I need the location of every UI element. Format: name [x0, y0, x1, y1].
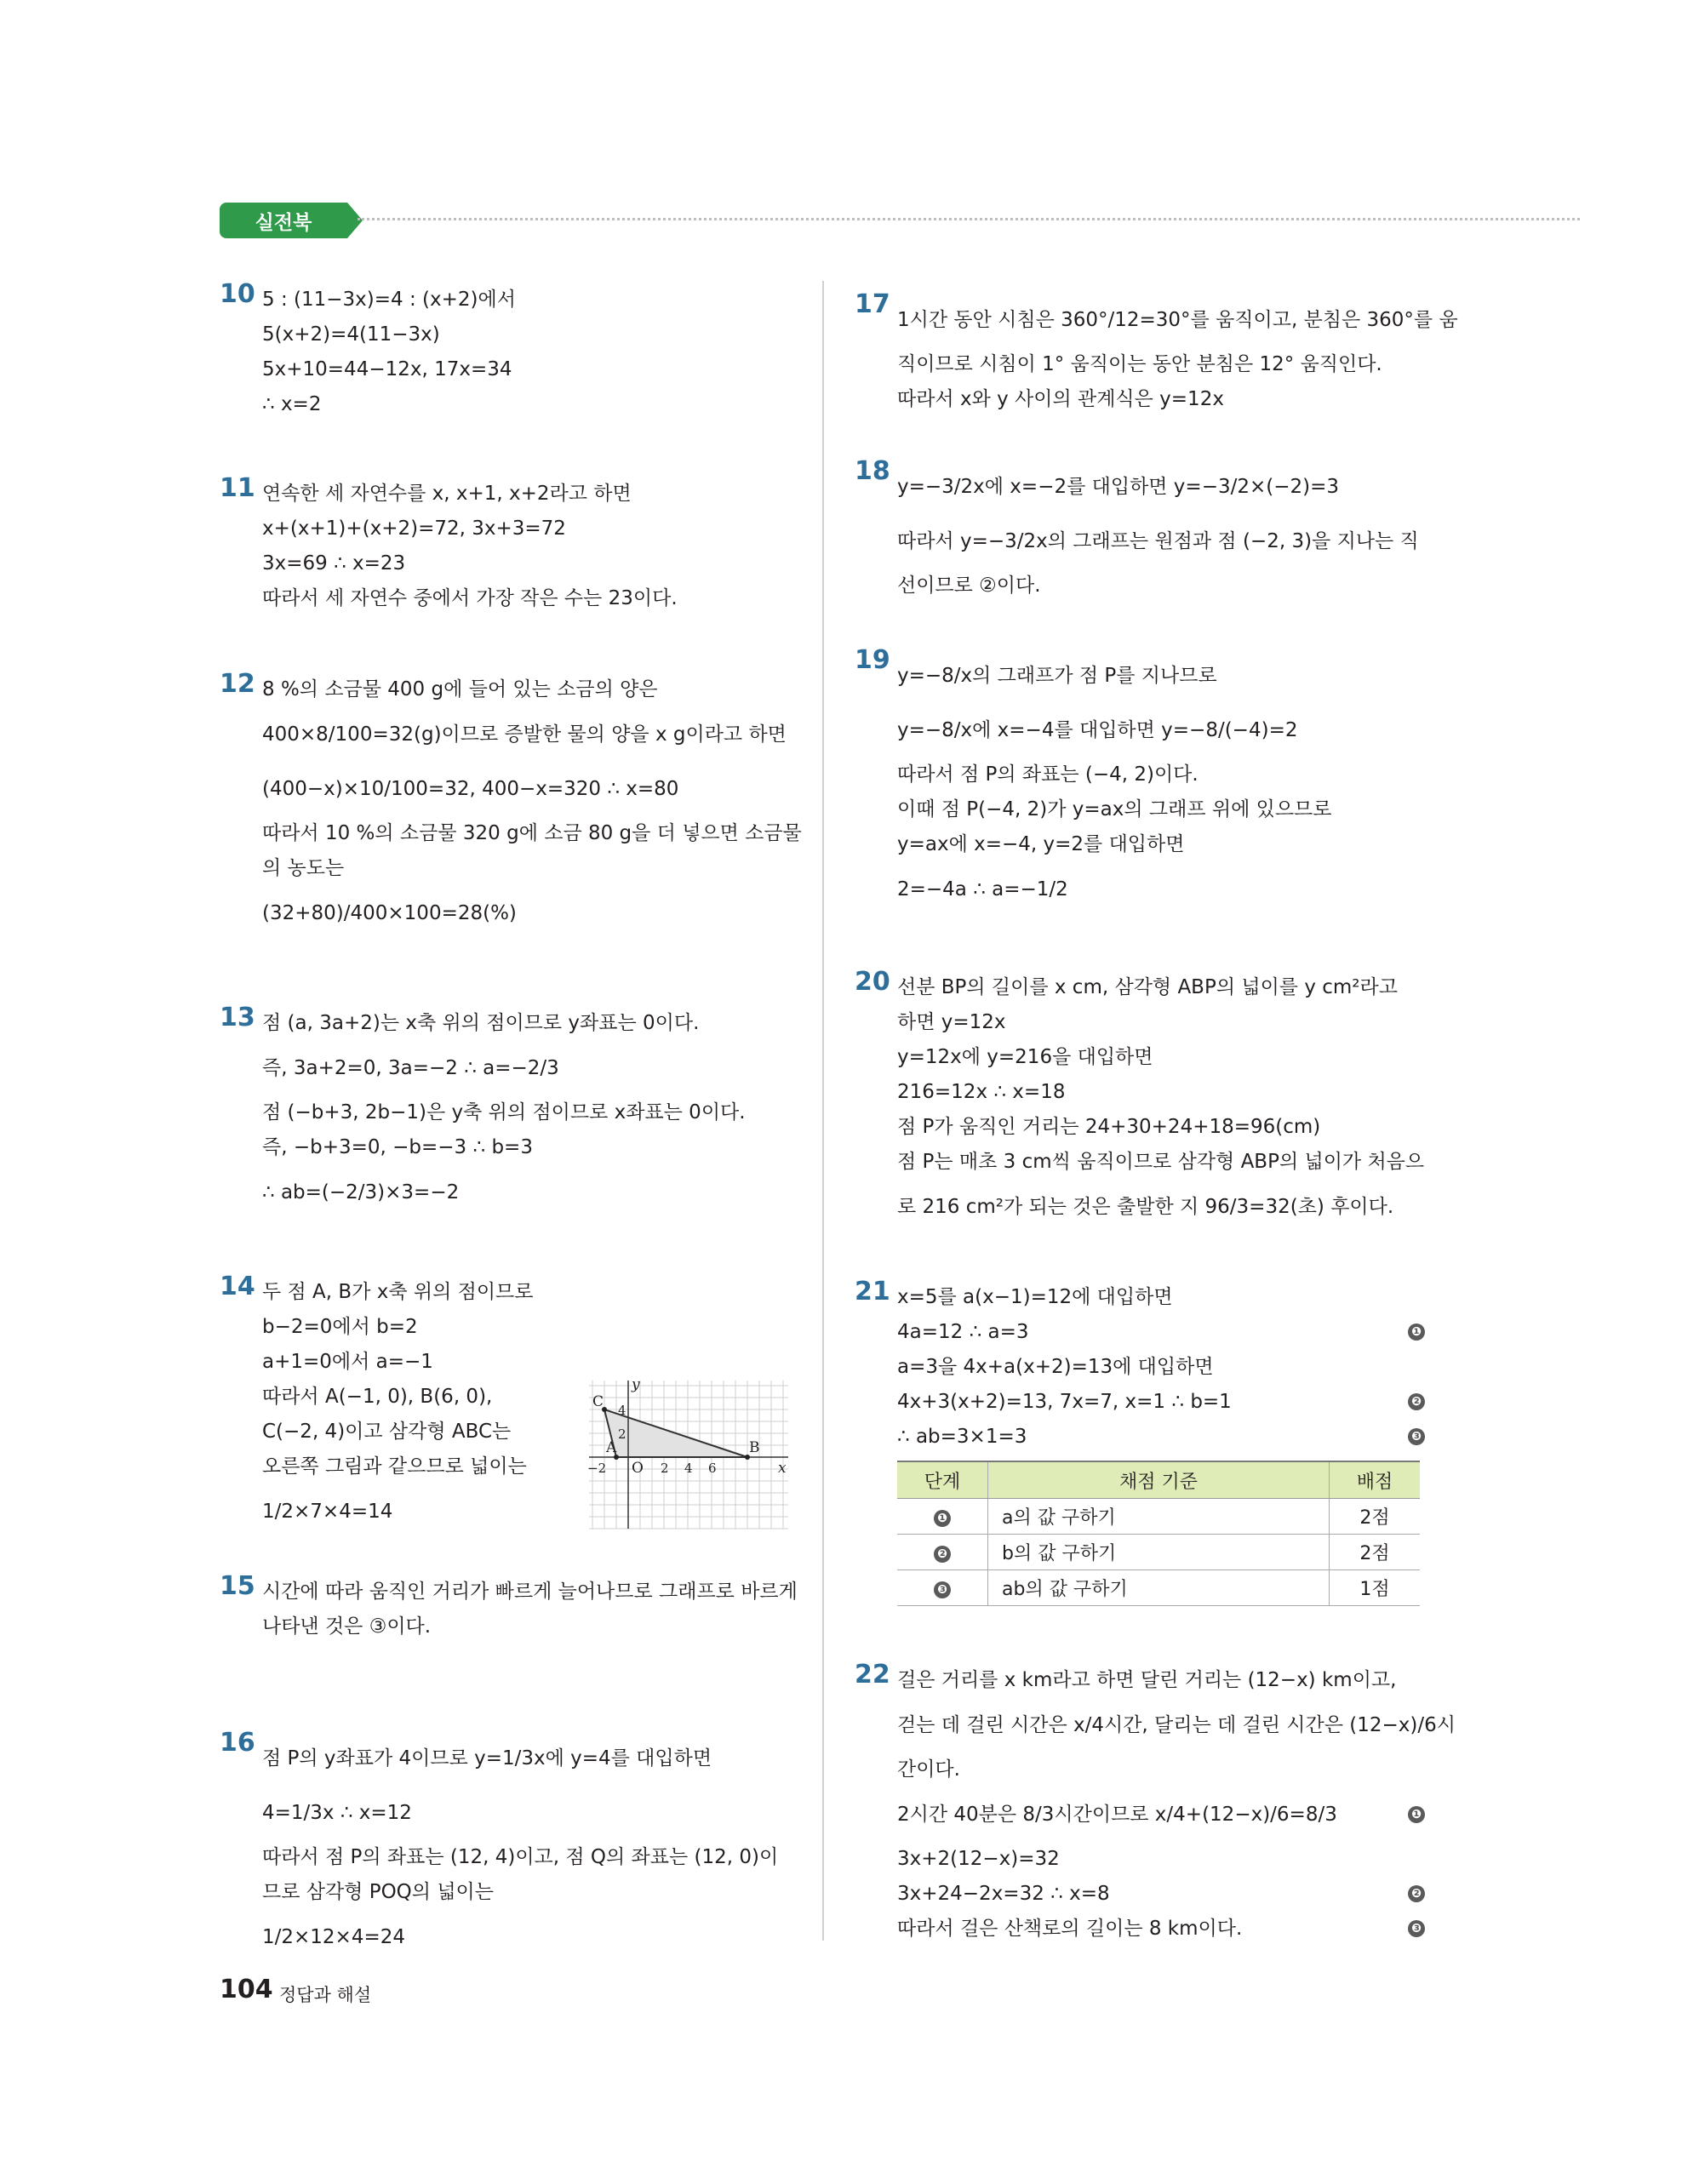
solution-line: 점 P가 움직인 거리는 24+30+24+18=96(cm)	[897, 1116, 1321, 1138]
solution-line: x=5를 a(x−1)=12에 대입하면	[897, 1286, 1173, 1308]
solution-line: 므로 삼각형 POQ의 넓이는	[262, 1881, 494, 1903]
solution-line: ∴ x=2	[262, 393, 322, 415]
solution-line: (32+80)/400×100=28(%)	[262, 902, 517, 924]
solution-line: a=3을 4x+a(x+2)=13에 대입하면	[897, 1356, 1214, 1378]
solution-line: 400×8/100=32(g)이므로 증발한 물의 양을 x g이라고 하면	[262, 723, 787, 746]
problem-number: 10	[220, 279, 255, 309]
solution-line: 2=−4a ∴ a=−1/2	[897, 878, 1068, 900]
solution-line: y=ax에 x=−4, y=2를 대입하면	[897, 833, 1185, 855]
solution-line: 따라서 A(−1, 0), B(6, 0),	[262, 1386, 493, 1408]
solution-line: 4a=12 ∴ a=3	[897, 1321, 1029, 1343]
problem-number: 16	[220, 1728, 255, 1758]
solution-line: 오른쪽 그림과 같으므로 넓이는	[262, 1455, 527, 1478]
problem-number: 13	[220, 1003, 255, 1032]
solution-line: 점 (−b+3, 2b−1)은 y축 위의 점이므로 x좌표는 0이다.	[262, 1101, 746, 1123]
problem-number: 15	[220, 1571, 255, 1601]
solution-line: 2시간 40분은 8/3시간이므로 x/4+(12−x)/6=8/3	[897, 1804, 1337, 1826]
header-points: 배점	[1330, 1461, 1421, 1499]
points-cell: 1점	[1330, 1570, 1421, 1606]
solution-line: 간이다.	[897, 1758, 960, 1781]
tick-y-2: 2	[618, 1426, 626, 1442]
solution-line: 5(x+2)=4(11−3x)	[262, 323, 440, 346]
solution-line: 따라서 x와 y 사이의 관계식은 y=12x	[897, 388, 1224, 410]
solution-line: 따라서 10 %의 소금물 320 g에 소금 80 g을 더 넣으면 소금물	[262, 822, 802, 844]
solution-line: 4x+3(x+2)=13, 7x=7, x=1 ∴ b=1	[897, 1391, 1232, 1413]
solution-line: 시간에 따라 움직인 거리가 빠르게 늘어나므로 그래프로 바르게	[262, 1581, 798, 1603]
solution-line: 의 농도는	[262, 857, 345, 879]
tick-y-4: 4	[618, 1403, 626, 1418]
label-o: O	[632, 1460, 644, 1477]
solution-line: 하면 y=12x	[897, 1011, 1006, 1033]
scoring-table	[897, 1461, 1420, 1606]
solution-line: 선이므로 ②이다.	[897, 575, 1041, 597]
section-tag	[220, 203, 347, 238]
solution-line: 즉, 3a+2=0, 3a=−2 ∴ a=−2/3	[262, 1057, 559, 1079]
solution-line: y=12x에 y=216을 대입하면	[897, 1046, 1153, 1068]
step-3-marker: ❸	[1408, 1428, 1425, 1445]
label-b: B	[749, 1439, 760, 1456]
solution-line: 4=1/3x ∴ x=12	[262, 1802, 412, 1824]
solution-line: 따라서 점 P의 좌표는 (−4, 2)이다.	[897, 763, 1199, 786]
solution-line: x+(x+1)+(x+2)=72, 3x+3=72	[262, 517, 566, 540]
problem-number: 12	[220, 669, 255, 699]
solution-line: 1/2×7×4=14	[262, 1501, 393, 1523]
problem-number: 17	[855, 289, 890, 319]
triangle-abc-graph	[587, 1379, 792, 1530]
table-header-row	[897, 1461, 1420, 1499]
solution-line: 1시간 동안 시침은 360°/12=30°를 움직이고, 분침은 360°를 움	[897, 309, 1458, 331]
problem-number: 22	[855, 1660, 890, 1689]
header-step: 단계	[897, 1461, 988, 1499]
solution-line: 8 %의 소금물 400 g에 들어 있는 소금의 양은	[262, 678, 658, 700]
table-row	[897, 1535, 1420, 1570]
x-axis-label: x	[778, 1460, 787, 1477]
solution-line: 선분 BP의 길이를 x cm, 삼각형 ABP의 넓이를 y cm²라고	[897, 976, 1398, 998]
problem-number: 18	[855, 456, 890, 486]
solution-line: 걷는 데 걸린 시간은 x/4시간, 달리는 데 걸린 시간은 (12−x)/6시	[897, 1714, 1456, 1736]
solution-line: ∴ ab=3×1=3	[897, 1426, 1027, 1448]
step-1-marker: ❶	[1408, 1324, 1425, 1341]
solution-line: a+1=0에서 a=−1	[262, 1351, 433, 1373]
section-tag-label: 실전북	[255, 211, 312, 234]
solution-line: C(−2, 4)이고 삼각형 ABC는	[262, 1421, 512, 1443]
problem-number: 14	[220, 1272, 255, 1301]
solution-line: 3x+2(12−x)=32	[897, 1848, 1060, 1870]
step-2-marker: ❷	[1408, 1885, 1425, 1902]
tick-x-2: 2	[661, 1461, 669, 1476]
table-row	[897, 1499, 1420, 1535]
solution-line: 5 : (11−3x)=4 : (x+2)에서	[262, 289, 516, 311]
points-cell: 2점	[1330, 1499, 1421, 1535]
solution-line: 나타낸 것은 ③이다.	[262, 1615, 432, 1638]
solution-line: b−2=0에서 b=2	[262, 1316, 418, 1338]
solution-line: 점 P의 y좌표가 4이므로 y=1/3x에 y=4를 대입하면	[262, 1747, 712, 1769]
solution-line: 따라서 걸은 산책로의 길이는 8 km이다.	[897, 1918, 1243, 1940]
solution-line: 1/2×12×4=24	[262, 1926, 405, 1948]
solution-line: ∴ ab=(−2/3)×3=−2	[262, 1181, 460, 1203]
points-cell: 2점	[1330, 1535, 1421, 1570]
solution-line: 3x=69 ∴ x=23	[262, 552, 406, 575]
solution-line: 로 216 cm²가 되는 것은 출발한 지 96/3=32(초) 후이다.	[897, 1196, 1394, 1218]
solution-line: 직이므로 시침이 1° 움직이는 동안 분침은 12° 움직인다.	[897, 353, 1382, 375]
solution-line: 두 점 A, B가 x축 위의 점이므로	[262, 1281, 534, 1303]
label-c: C	[592, 1393, 604, 1410]
step-marker: ❶	[934, 1510, 951, 1527]
tick-x-4: 4	[684, 1461, 693, 1476]
criteria-cell: ab의 값 구하기	[988, 1570, 1330, 1606]
page-number: 104	[220, 1975, 273, 2004]
solution-line: 연속한 세 자연수를 x, x+1, x+2라고 하면	[262, 483, 632, 505]
solution-line: 3x+24−2x=32 ∴ x=8	[897, 1883, 1110, 1905]
criteria-cell: b의 값 구하기	[988, 1535, 1330, 1570]
column-divider	[822, 281, 824, 1941]
criteria-cell: a의 값 구하기	[988, 1499, 1330, 1535]
solution-line: y=−8/x의 그래프가 점 P를 지나므로	[897, 665, 1217, 687]
step-2-marker: ❷	[1408, 1393, 1425, 1410]
solution-line: 점 P는 매초 3 cm씩 움직이므로 삼각형 ABP의 넓이가 처음으	[897, 1151, 1425, 1173]
solution-line: y=−3/2x에 x=−2를 대입하면 y=−3/2×(−2)=3	[897, 476, 1340, 498]
solution-line: 점 (a, 3a+2)는 x축 위의 점이므로 y좌표는 0이다.	[262, 1012, 700, 1034]
step-marker: ❸	[934, 1581, 951, 1598]
solution-line: 이때 점 P(−4, 2)가 y=ax의 그래프 위에 있으므로	[897, 798, 1332, 820]
header-dotted-line	[358, 218, 1580, 220]
step-1-marker: ❶	[1408, 1806, 1425, 1823]
solution-line: 216=12x ∴ x=18	[897, 1081, 1066, 1103]
header-criteria: 채점 기준	[988, 1461, 1330, 1499]
tick-x-6: 6	[708, 1461, 717, 1476]
step-3-marker: ❸	[1408, 1920, 1425, 1937]
y-axis-label: y	[632, 1379, 640, 1393]
problem-number: 19	[855, 645, 890, 675]
solution-line: 걸은 거리를 x km라고 하면 달린 거리는 (12−x) km이고,	[897, 1669, 1397, 1691]
label-a: A	[606, 1439, 617, 1456]
solution-line: y=−8/x에 x=−4를 대입하면 y=−8/(−4)=2	[897, 719, 1298, 741]
tick-x-neg2: −2	[587, 1461, 607, 1476]
page-label: 정답과 해설	[279, 1985, 372, 2005]
solution-line: 따라서 세 자연수 중에서 가장 작은 수는 23이다.	[262, 587, 678, 609]
solution-line: 따라서 점 P의 좌표는 (12, 4)이고, 점 Q의 좌표는 (12, 0)이	[262, 1846, 779, 1868]
solution-line: 5x+10=44−12x, 17x=34	[262, 358, 512, 380]
solution-line: 따라서 y=−3/2x의 그래프는 원점과 점 (−2, 3)을 지나는 직	[897, 530, 1419, 552]
step-marker: ❷	[934, 1546, 951, 1563]
problem-number: 20	[855, 967, 890, 997]
problem-number: 11	[220, 473, 255, 503]
problem-number: 21	[855, 1277, 890, 1306]
table-row	[897, 1570, 1420, 1606]
solution-line: (400−x)×10/100=32, 400−x=320 ∴ x=80	[262, 778, 679, 800]
solution-line: 즉, −b+3=0, −b=−3 ∴ b=3	[262, 1136, 533, 1158]
